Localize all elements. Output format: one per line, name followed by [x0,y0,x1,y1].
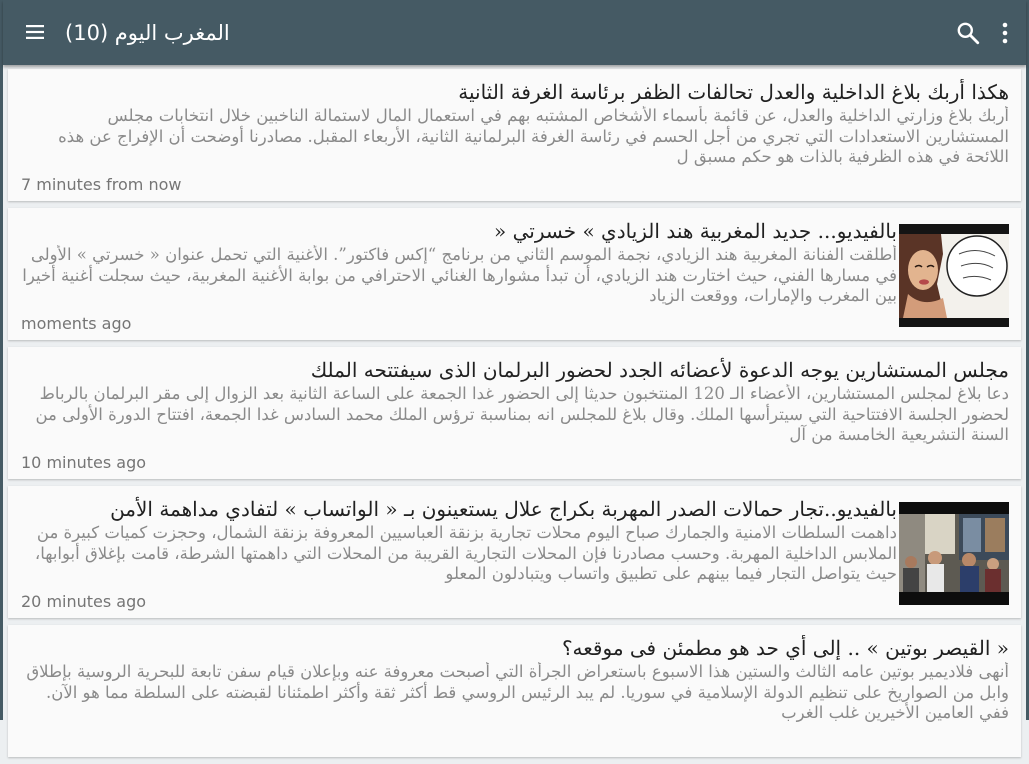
news-time: 10 minutes ago [21,453,147,472]
news-summary: أربك بلاغ وزارتي الداخلية والعدل، عن قائمة بأسماء الأشخاص المشتبه بهم في استعمال المال لاستمالة الناخبين خلال انتخابات مجلس المستشارين الاستعدادات التي تجري من أجل الحسم في رئاسة الغرفة البرلمانية الثانية، الأربعاء المقبل. مصادرنا أوضحت أن الإفراج عن هذه اللائحة في هذه الظرفية بالذات هو حكم مسبق ل [58,106,1009,166]
news-card-body [20,496,897,585]
news-summary: أنهى فلاديمير بوتين عامه الثالث والستين هذا الاسبوع باستعراض الجرأة التي أصبحت معروفة عنه وبإعلان قيام سفن تابعة للبحرية الروسية بإطلاق وابل من الصواريخ على تنظيم الدولة الإسلامية في سوريا. لم يبد الرئيس الروسي قط أكثر ثقة وأكثر اطمئنانا لقبضته على السلطة مما هو الآن. ففي العامين الأخيرين غلب الغرب [26,662,1009,722]
news-card[interactable] [8,69,1021,201]
news-headline: « القيصر بوتين » .. إلى أي حد هو مطمئن فى موقعه؟ [561,636,1009,660]
news-headline: هكذا أربك بلاغ الداخلية والعدل تحالفات الظفر برئاسة الغرفة الثانية [458,80,1009,104]
search-icon[interactable] [955,20,981,46]
news-card[interactable] [8,347,1021,479]
news-time: 7 minutes from now [21,175,182,194]
app-title: المغرب اليوم (10) [65,21,230,45]
news-summary: أطلقت الفنانة المغربية هند الزيادي، نجمة الموسم الثاني من برنامج “إكس فاكتور”. الأغنية التي تحمل عنوان « خسرتي » الأولى في مسارها الفني، حيث اختارت هند الزيادي، أن تبدأ مشوارها الغنائي الاحترافي من بوابة الأغنية المغربية، حيث سجلت أغنية أخيرا بين المغرب والإمارات، ووقعت الزياد [22,245,897,305]
news-card-body [20,79,1009,168]
news-list [8,69,1021,764]
news-card[interactable] [8,208,1021,340]
news-card-body [20,635,1009,724]
news-headline: بالفيديو... جديد المغربية هند الزيادي » خسرتي « [494,219,897,243]
news-card[interactable] [8,486,1021,618]
news-summary: داهمت السلطات الامنية والجمارك صباح اليوم محلات تجارية بزنقة العباسيين المعروفة بزنقة الشمال، وحجزت كميات كبيرة من الملابس الداخلية المهربة. وحسب مصادرنا فإن المحلات التجارية القريبة من المحلات التي داهمتها الشرطة، قامت بإغلاق أبوابها، حيث يتواصل التجار فيما بينهم على تطبيق واتساب ويتبادلون المعلو [34,523,897,583]
news-headline: مجلس المستشارين يوجه الدعوة لأعضائه الجدد لحضور البرلمان الذى سيفتتحه الملك [310,358,1009,382]
more-vert-icon[interactable] [999,20,1011,46]
news-headline: بالفيديو..تجار حمالات الصدر المهربة بكراج علال يستعينون بـ « الواتساب » لتفادي مداهمة الأمن [110,497,897,521]
news-time: moments ago [21,314,132,333]
news-card[interactable] [8,625,1021,757]
news-card-body [20,218,897,307]
app-bar [3,0,1026,65]
menu-icon[interactable] [23,20,47,44]
news-time: 20 minutes ago [21,592,147,611]
market-photo [899,502,1009,605]
singer-photo [899,224,1009,327]
news-summary: دعا بلاغ لمجلس المستشارين، الأعضاء الـ 120 المنتخبون حديثا إلى الحضور غدا الجمعة على الساعة الثانية بعد الزوال إلى مقر البرلمان بالرباط لحضور الجلسة الافتتاحية التي سيترأسها الملك. وقال بلاغ للمجلس انه بمناسبة ترؤس الملك محمد السادس غدا الجمعة، افتتاح الدورة الأولى من السنة التشريعية الخامسة من آل [35,384,1009,444]
news-card-body [20,357,1009,446]
